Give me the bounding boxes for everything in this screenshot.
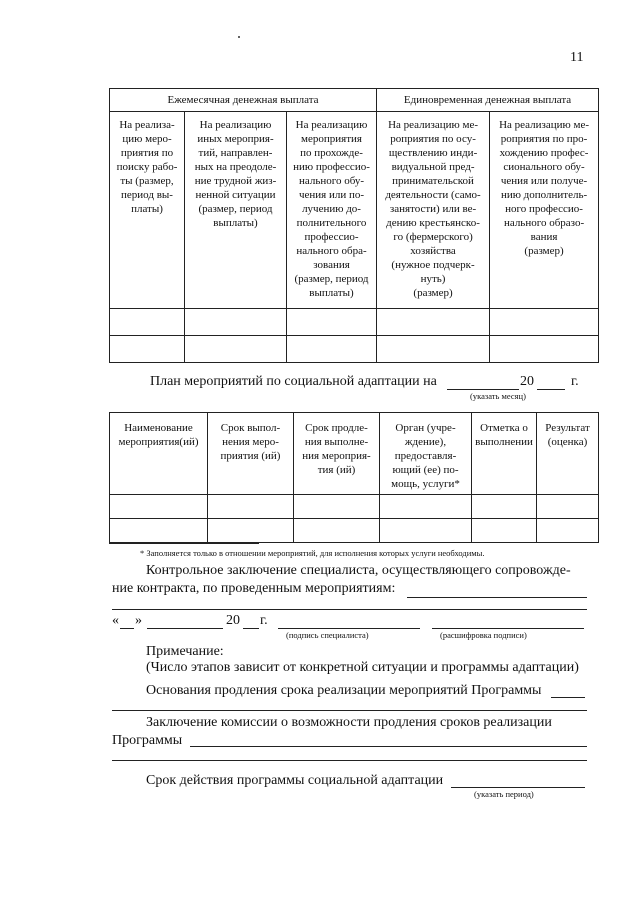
- column-entrepreneurship: На реализацию ме- роприятия по осу- ществлению инди- видуальной пред- принимательской деятельности (само- занятости) или ве- дению крестьянско- го (фермерского) хозяйства (нужное подчерк- нуть) (размер): [377, 112, 490, 309]
- conclusion-field-line-2[interactable]: [112, 609, 587, 610]
- plan-month-field[interactable]: [447, 389, 519, 390]
- table-row: [110, 519, 599, 543]
- column-completion-term: Срок выпол- нения меро- приятия (ий): [208, 413, 294, 495]
- plan-year-prefix: 20: [520, 374, 534, 389]
- commission-field-line-2[interactable]: [112, 760, 587, 761]
- commission-line-1: Заключение комиссии о возможности продления сроков реализации: [146, 715, 552, 730]
- commission-field[interactable]: [190, 746, 587, 747]
- activities-table: [109, 412, 599, 543]
- page-number: 11: [570, 50, 584, 65]
- date-year-field[interactable]: [243, 628, 259, 629]
- column-service-provider: Орган (учре- ждение), предоставля- ющий (ее) по- мощь, услуги*: [380, 413, 472, 495]
- extension-grounds-field-line-2[interactable]: [112, 710, 587, 711]
- extension-grounds-field[interactable]: [551, 697, 585, 698]
- note-title: Примечание:: [146, 644, 224, 659]
- validity-hint: (указать период): [474, 789, 534, 799]
- validity-field[interactable]: [451, 787, 585, 788]
- conclusion-line-1: Контрольное заключение специалиста, осуществляющего сопровожде-: [146, 563, 571, 578]
- date-year-suffix: г.: [260, 613, 268, 628]
- conclusion-field[interactable]: [407, 597, 587, 598]
- column-extension-term: Срок продле- ния выполне- ния мероприя- тия (ий): [294, 413, 380, 495]
- signature-field[interactable]: [278, 628, 420, 629]
- date-year-prefix: 20: [226, 613, 240, 628]
- signature-decode-hint: (расшифровка подписи): [440, 630, 527, 640]
- scan-dot: [238, 36, 240, 38]
- column-other-measures: На реализацию иных мероприя- тий, направлен- ных на преодоле- ние трудной жиз- ненной ситуации (размер, период выплаты): [185, 112, 287, 309]
- column-result: Результат (оценка): [537, 413, 599, 495]
- day-field[interactable]: [120, 628, 134, 629]
- signature-hint: (подпись специалиста): [286, 630, 369, 640]
- table-row: [110, 336, 599, 363]
- header-lump-sum-payment: Единовременная денежная выплата: [377, 89, 599, 112]
- column-job-search: На реализа- цию меро- приятия по поиску рабо- ты (размер, период вы- платы): [110, 112, 185, 309]
- plan-title: План мероприятий по социальной адаптации на: [150, 374, 437, 389]
- note-text: (Число этапов зависит от конкретной ситуации и программы адаптации): [146, 660, 579, 675]
- plan-month-hint: (указать месяц): [470, 391, 526, 401]
- footnote-separator: [109, 543, 259, 544]
- column-activity-name: Наименование мероприятия(ий): [110, 413, 208, 495]
- payments-table: [109, 88, 599, 363]
- signature-decode-field[interactable]: [432, 628, 584, 629]
- footnote: * Заполняется только в отношении мероприятий, для исполнения которых услуги необходимы.: [140, 548, 485, 558]
- column-professional-training: На реализацию мероприятия по прохожде- нию профессио- нального обу- чения или по- лучению до- полнительного профессио- нального обра- зования (размер, период выплаты): [287, 112, 377, 309]
- column-completion-mark: Отметка о выполнении: [472, 413, 537, 495]
- column-additional-education: На реализацию ме- роприятия по про- хождению профес- сионального обу- чения или получе- нию дополнитель- ного профессио- нального образо- вания (размер): [490, 112, 599, 309]
- validity-label: Срок действия программы социальной адаптации: [146, 773, 444, 788]
- plan-year-field[interactable]: [537, 389, 565, 390]
- header-monthly-payment: Ежемесячная денежная выплата: [110, 89, 377, 112]
- month-field[interactable]: [147, 628, 223, 629]
- date-quote-close: »: [135, 613, 142, 628]
- plan-year-suffix: г.: [571, 374, 579, 389]
- date-quote-open: «: [112, 613, 119, 628]
- table-row: [110, 495, 599, 519]
- commission-line-2: Программы: [112, 733, 183, 748]
- table-row: [110, 309, 599, 336]
- extension-grounds-label: Основания продления срока реализации мероприятий Программы: [146, 683, 542, 698]
- conclusion-line-2: ние контракта, по проведенным мероприятиям:: [112, 581, 396, 596]
